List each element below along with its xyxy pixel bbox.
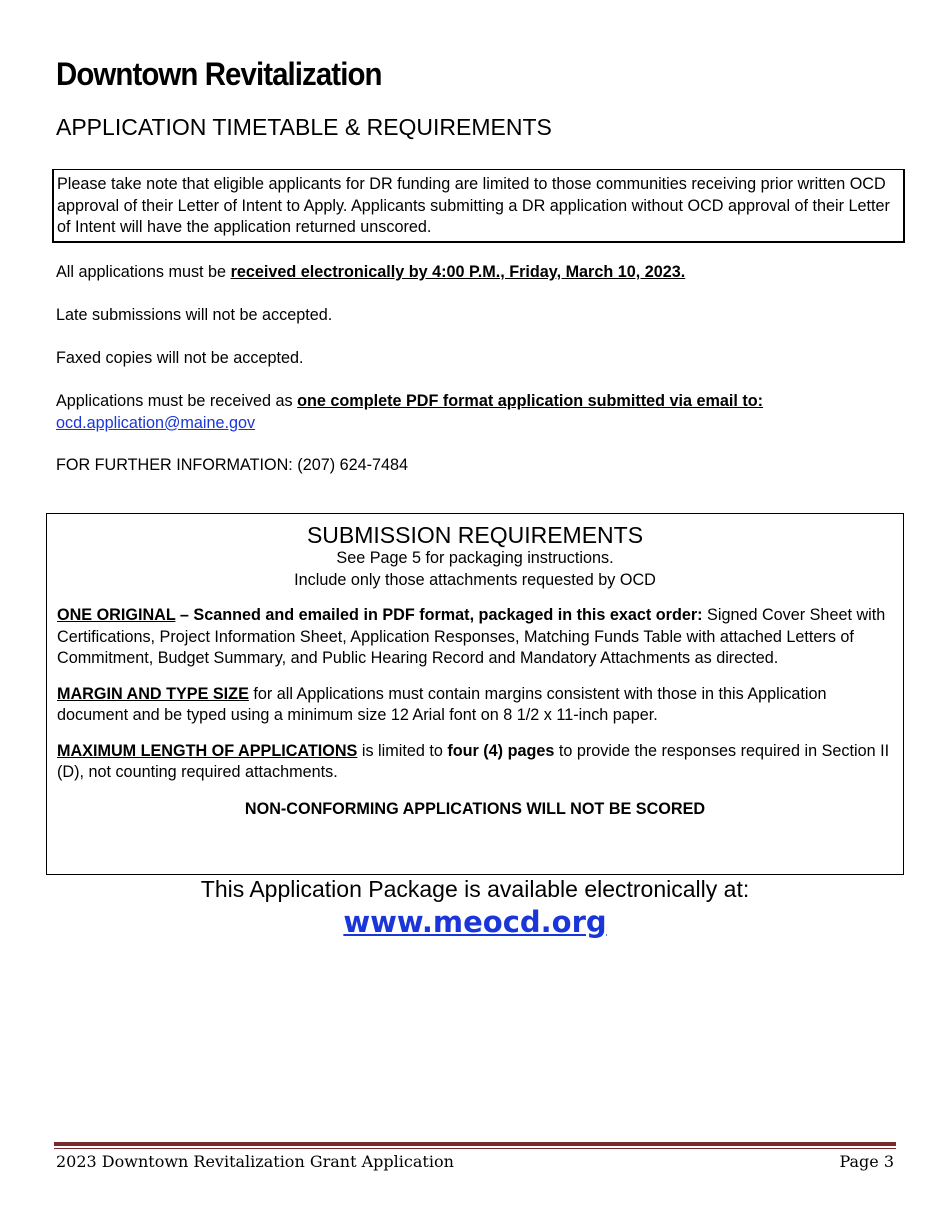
margin-type-text: for all Applications must contain margins consistent with those in this Application document and be typed using a minimum size 12 Arial font on 8 1/2 x 11-inch paper.: [57, 684, 827, 724]
email-link[interactable]: ocd.application@maine.gov: [56, 413, 256, 432]
availability-text: This Application Package is available electronically at:: [200, 876, 750, 902]
faxed-copies-text: Faxed copies will not be accepted.: [56, 349, 304, 367]
eligibility-notice-text: Please take note that eligible applicants for DR funding are limited to those communities receiving prior written OCD approval of their Letter of Intent to Apply. Applicants submitting a DR application without OCD approval of their Letter of Intent will have the application returned unscored.: [57, 175, 890, 236]
non-conforming-warning: NON-CONFORMING APPLICATIONS WILL NOT BE SCORED: [244, 799, 706, 818]
website-line: [0, 905, 950, 939]
footer-rule-thick: [54, 1142, 896, 1146]
deadline-paragraph: [56, 262, 685, 284]
max-length-bold: four (4) pages: [447, 741, 555, 760]
footer-rule-thin: [54, 1148, 896, 1149]
deadline-prefix: All applications must be: [56, 263, 231, 281]
max-length-text-2: to provide the responses required in Section II (D), not counting required attachments.: [57, 741, 890, 781]
one-original-text: Signed Cover Sheet with Certifications, Project Information Sheet, Application Responses, Matching Funds Table with attached Letters of Commitment, Budget Summary, and Public Hearing Record and Mandatory Attachments as directed.: [57, 606, 886, 667]
max-length-paragraph: [57, 741, 891, 784]
page-subtitle: APPLICATION TIMETABLE & REQUIREMENTS: [56, 114, 552, 140]
format-emphasis: one complete PDF format application submitted via email to:: [297, 392, 764, 410]
page-title: Downtown Revitalization: [56, 56, 382, 92]
submission-requirements-box: [46, 513, 904, 875]
footer-document-title: 2023 Downtown Revitalization Grant Application: [56, 1152, 454, 1171]
eligibility-notice-box: [52, 169, 905, 243]
late-submissions-text: Late submissions will not be accepted.: [56, 306, 333, 324]
one-original-paragraph: [57, 605, 891, 670]
format-paragraph: [56, 391, 763, 434]
requirements-subline-1: See Page 5 for packaging instructions.: [336, 549, 614, 567]
footer-page-number: Page 3: [839, 1152, 894, 1171]
one-original-bold: – Scanned and emailed in PDF format, packaged in this exact order:: [175, 606, 703, 624]
requirements-subline-2: Include only those attachments requested by OCD: [294, 570, 656, 589]
max-length-text-1: is limited to: [357, 741, 448, 760]
format-prefix: Applications must be received as: [56, 392, 298, 410]
requirements-heading: SUBMISSION REQUIREMENTS: [306, 522, 644, 548]
further-info-text: FOR FURTHER INFORMATION: (207) 624-7484: [56, 456, 408, 474]
website-link[interactable]: www.meocd.org: [343, 905, 607, 939]
deadline-emphasis: received electronically by 4:00 P.M., Friday, March 10, 2023.: [230, 263, 686, 281]
one-original-label: ONE ORIGINAL: [57, 606, 176, 624]
margin-type-paragraph: [57, 684, 891, 727]
margin-type-label: MARGIN AND TYPE SIZE: [57, 684, 249, 703]
max-length-label: MAXIMUM LENGTH OF APPLICATIONS: [57, 741, 358, 760]
